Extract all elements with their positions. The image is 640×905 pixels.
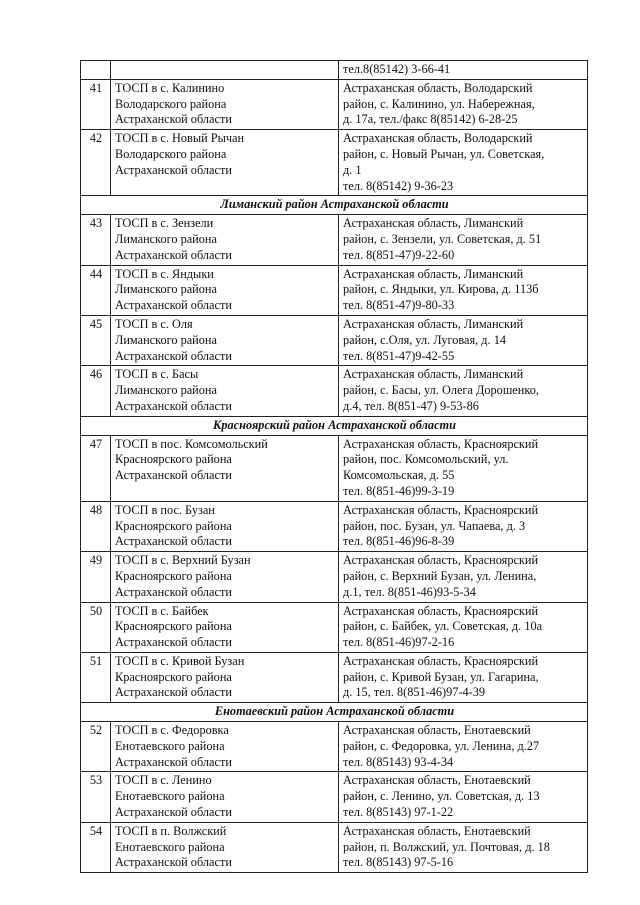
row-number-cell: 53 xyxy=(81,772,111,822)
office-name-cell: ТОСП в с. Оля Лиманского района Астраханской области xyxy=(111,315,339,365)
office-address-cell: Астраханская область, Лиманский район, с. Яндыки, ул. Кирова, д. 113б тел. 8(851-47)9-80-33 xyxy=(339,265,588,315)
office-name-cell: ТОСП в с. Федоровка Енотаевского района Астраханской области xyxy=(111,722,339,772)
table-row xyxy=(81,315,588,365)
office-address-cell: Астраханская область, Лиманский район, с.Оля, ул. Луговая, д. 14 тел. 8(851-47)9-42-55 xyxy=(339,315,588,365)
office-address-cell: Астраханская область, Енотаевский район, с. Ленино, ул. Советская, д. 13 тел. 8(85143) 97-1-22 xyxy=(339,772,588,822)
office-name-cell: ТОСП в с. Басы Лиманского района Астраханской области xyxy=(111,366,339,416)
section-header-row xyxy=(81,703,588,722)
office-address-cell: тел.8(85142) 3-66-41 xyxy=(339,61,588,80)
office-name-cell: ТОСП в пос. Комсомольский Красноярского района Астраханской области xyxy=(111,435,339,501)
table-row xyxy=(81,215,588,265)
office-name-cell: ТОСП в пос. Бузан Красноярского района Астраханской области xyxy=(111,501,339,551)
table-row xyxy=(81,772,588,822)
office-address-cell: Астраханская область, Енотаевский район, с. Федоровка, ул. Ленина, д.27 тел. 8(85143) 93-4-34 xyxy=(339,722,588,772)
office-address-cell: Астраханская область, Красноярский район, пос. Комсомольский, ул. Комсомольская, д. 55 тел. 8(851-46)99-3-19 xyxy=(339,435,588,501)
office-address-cell: Астраханская область, Енотаевский район, п. Волжский, ул. Почтовая, д. 18 тел. 8(85143) 97-5-16 xyxy=(339,822,588,872)
office-address-cell: Астраханская область, Красноярский район, с. Верхний Бузан, ул. Ленина, д.1, тел. 8(851-46)93-5-34 xyxy=(339,552,588,602)
office-address-cell: Астраханская область, Красноярский район, с. Байбек, ул. Советская, д. 10а тел. 8(851-46)97-2-16 xyxy=(339,602,588,652)
section-title: Красноярский район Астраханской области xyxy=(81,416,588,435)
section-header-row xyxy=(81,416,588,435)
office-address-cell: Астраханская область, Володарский район, с. Калинино, ул. Набережная, д. 17а, тел./факс 8(85142) 6-28-25 xyxy=(339,79,588,129)
office-name-cell: ТОСП в с. Байбек Красноярского района Астраханской области xyxy=(111,602,339,652)
office-name-cell: ТОСП в п. Волжский Енотаевского района Астраханской области xyxy=(111,822,339,872)
section-title: Енотаевский район Астраханской области xyxy=(81,703,588,722)
table-row xyxy=(81,435,588,501)
table-row xyxy=(81,602,588,652)
office-name-cell: ТОСП в с. Зензели Лиманского района Астраханской области xyxy=(111,215,339,265)
table-row xyxy=(81,130,588,196)
office-name-cell: ТОСП в с. Кривой Бузан Красноярского района Астраханской области xyxy=(111,652,339,702)
office-name-cell: ТОСП в с. Яндыки Лиманского района Астраханской области xyxy=(111,265,339,315)
office-name-cell: ТОСП в с. Ленино Енотаевского района Астраханской области xyxy=(111,772,339,822)
office-name-cell: ТОСП в с. Верхний Бузан Красноярского района Астраханской области xyxy=(111,552,339,602)
row-number-cell: 42 xyxy=(81,130,111,196)
row-number-cell: 46 xyxy=(81,366,111,416)
office-address-cell: Астраханская область, Красноярский район, пос. Бузан, ул. Чапаева, д. 3 тел. 8(851-46)96-8-39 xyxy=(339,501,588,551)
row-number-cell: 41 xyxy=(81,79,111,129)
row-number-cell: 45 xyxy=(81,315,111,365)
section-header-row xyxy=(81,196,588,215)
row-number-cell: 54 xyxy=(81,822,111,872)
offices-table xyxy=(80,60,588,873)
table-row xyxy=(81,79,588,129)
table-row-continuation xyxy=(81,61,588,80)
table-row xyxy=(81,501,588,551)
table-row xyxy=(81,722,588,772)
office-address-cell: Астраханская область, Красноярский район, с. Кривой Бузан, ул. Гагарина, д. 15, тел. 8(851-46)97-4-39 xyxy=(339,652,588,702)
row-number-cell: 50 xyxy=(81,602,111,652)
office-name-cell xyxy=(111,61,339,80)
table-row xyxy=(81,822,588,872)
table-row xyxy=(81,265,588,315)
offices-table-body xyxy=(81,61,588,873)
row-number-cell: 43 xyxy=(81,215,111,265)
office-address-cell: Астраханская область, Володарский район, с. Новый Рычан, ул. Советская, д. 1 тел. 8(85142) 9-36-23 xyxy=(339,130,588,196)
row-number-cell: 52 xyxy=(81,722,111,772)
office-name-cell: ТОСП в с. Калинино Володарского района Астраханской области xyxy=(111,79,339,129)
row-number-cell xyxy=(81,61,111,80)
row-number-cell: 51 xyxy=(81,652,111,702)
table-row xyxy=(81,552,588,602)
office-address-cell: Астраханская область, Лиманский район, с. Зензели, ул. Советская, д. 51 тел. 8(851-47)9-22-60 xyxy=(339,215,588,265)
table-row xyxy=(81,652,588,702)
office-address-cell: Астраханская область, Лиманский район, с. Басы, ул. Олега Дорошенко, д.4, тел. 8(851-47) 9-53-86 xyxy=(339,366,588,416)
row-number-cell: 44 xyxy=(81,265,111,315)
row-number-cell: 48 xyxy=(81,501,111,551)
row-number-cell: 47 xyxy=(81,435,111,501)
section-title: Лиманский район Астраханской области xyxy=(81,196,588,215)
table-row xyxy=(81,366,588,416)
office-name-cell: ТОСП в с. Новый Рычан Володарского района Астраханской области xyxy=(111,130,339,196)
row-number-cell: 49 xyxy=(81,552,111,602)
